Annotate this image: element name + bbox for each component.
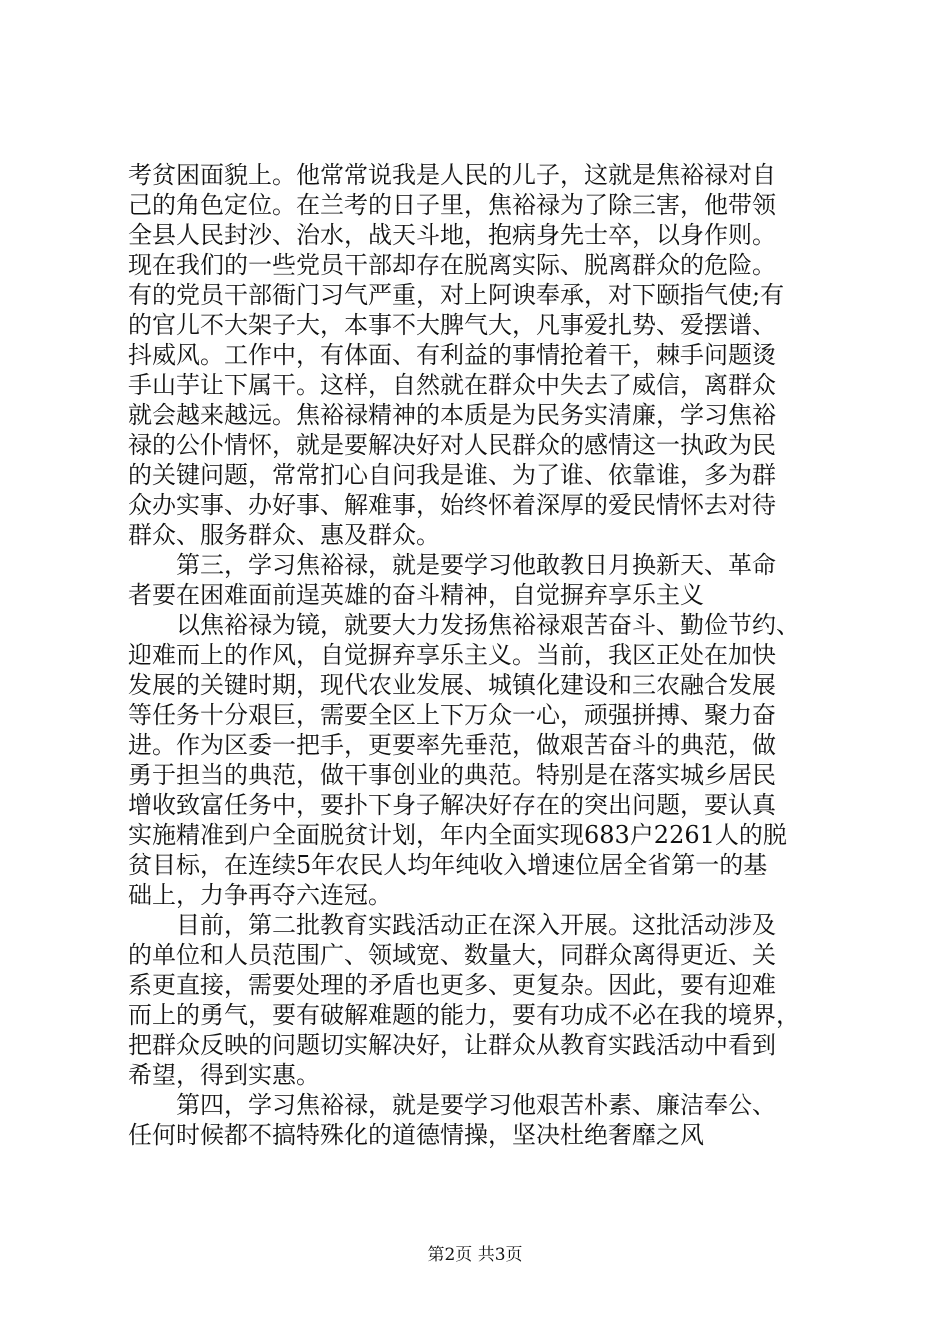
text-line: 把群众反映的问题切实解决好，让群众从教育实践活动中看到 xyxy=(128,1031,776,1059)
section-heading-line: 者要在困难面前逞英雄的奋斗精神，自觉摒弃享乐主义 xyxy=(128,581,704,609)
text-line: 目前，第二批教育实践活动正在深入开展。这批活动涉及 xyxy=(128,911,776,939)
text-line: 希望，得到实惠。 xyxy=(128,1061,320,1089)
text-line: 群众、服务群众、惠及群众。 xyxy=(128,521,440,549)
text-line: 而上的勇气，要有破解难题的能力，要有功成不必在我的境界， xyxy=(128,1001,800,1029)
page-footer xyxy=(0,1244,950,1266)
text-line: 众办实事、办好事、解难事，始终怀着深厚的爱民情怀去对待 xyxy=(128,491,776,519)
text-line: 发展的关键时期，现代农业发展、城镇化建设和三农融合发展 xyxy=(128,671,776,699)
text-line: 实施精准到户全面脱贫计划，年内全面实现683户2261人的脱 xyxy=(128,821,787,849)
section-heading-line: 任何时候都不搞特殊化的道德情操，坚决杜绝奢靡之风 xyxy=(128,1121,704,1149)
text-line: 迎难而上的作风，自觉摒弃享乐主义。当前，我区正处在加快 xyxy=(128,641,776,669)
page-number-label: 第2页 共3页 xyxy=(427,1245,523,1265)
text-line: 考贫困面貌上。他常常说我是人民的儿子，这就是焦裕禄对自 xyxy=(128,161,776,189)
text-line: 勇于担当的典范，做干事创业的典范。特别是在落实城乡居民 xyxy=(128,761,776,789)
text-line: 增收致富任务中，要扑下身子解决好存在的突出问题，要认真 xyxy=(128,791,776,819)
text-line: 己的角色定位。在兰考的日子里，焦裕禄为了除三害，他带领 xyxy=(128,191,776,219)
section-heading-line: 第四，学习焦裕禄，就是要学习他艰苦朴素、廉洁奉公、 xyxy=(128,1091,776,1119)
text-line: 的关键问题，常常扪心自问我是谁、为了谁、依靠谁，多为群 xyxy=(128,461,776,489)
text-line: 有的党员干部衙门习气严重，对上阿谀奉承，对下颐指气使;有 xyxy=(128,281,785,309)
text-line: 进。作为区委一把手，更要率先垂范，做艰苦奋斗的典范，做 xyxy=(128,731,776,759)
text-line: 的官儿不大架子大，本事不大脾气大，凡事爱扎势、爱摆谱、 xyxy=(128,311,776,339)
text-line: 系更直接，需要处理的矛盾也更多、更复杂。因此，要有迎难 xyxy=(128,971,776,999)
text-line: 础上，力争再夺六连冠。 xyxy=(128,881,392,909)
text-line: 现在我们的一些党员干部却存在脱离实际、脱离群众的危险。 xyxy=(128,251,776,279)
text-line: 以焦裕禄为镜，就要大力发扬焦裕禄艰苦奋斗、勤俭节约、 xyxy=(128,611,800,639)
text-line: 手山芋让下属干。这样，自然就在群众中失去了威信，离群众 xyxy=(128,371,776,399)
text-line: 禄的公仆情怀，就是要解决好对人民群众的感情这一执政为民 xyxy=(128,431,776,459)
text-line: 贫目标，在连续5年农民人均年纯收入增速位居全省第一的基 xyxy=(128,851,768,879)
text-line: 全县人民封沙、治水，战天斗地，抱病身先士卒，以身作则。 xyxy=(128,221,776,249)
text-line: 等任务十分艰巨，需要全区上下万众一心，顽强拼搏、聚力奋 xyxy=(128,701,776,729)
text-line: 就会越来越远。焦裕禄精神的本质是为民务实清廉，学习焦裕 xyxy=(128,401,776,429)
text-line: 抖威风。工作中，有体面、有利益的事情抢着干，棘手问题烫 xyxy=(128,341,776,369)
section-heading-line: 第三，学习焦裕禄，就是要学习他敢教日月换新天、革命 xyxy=(128,551,776,579)
body-text xyxy=(128,160,828,1150)
text-line: 的单位和人员范围广、领域宽、数量大，同群众离得更近、关 xyxy=(128,941,776,969)
